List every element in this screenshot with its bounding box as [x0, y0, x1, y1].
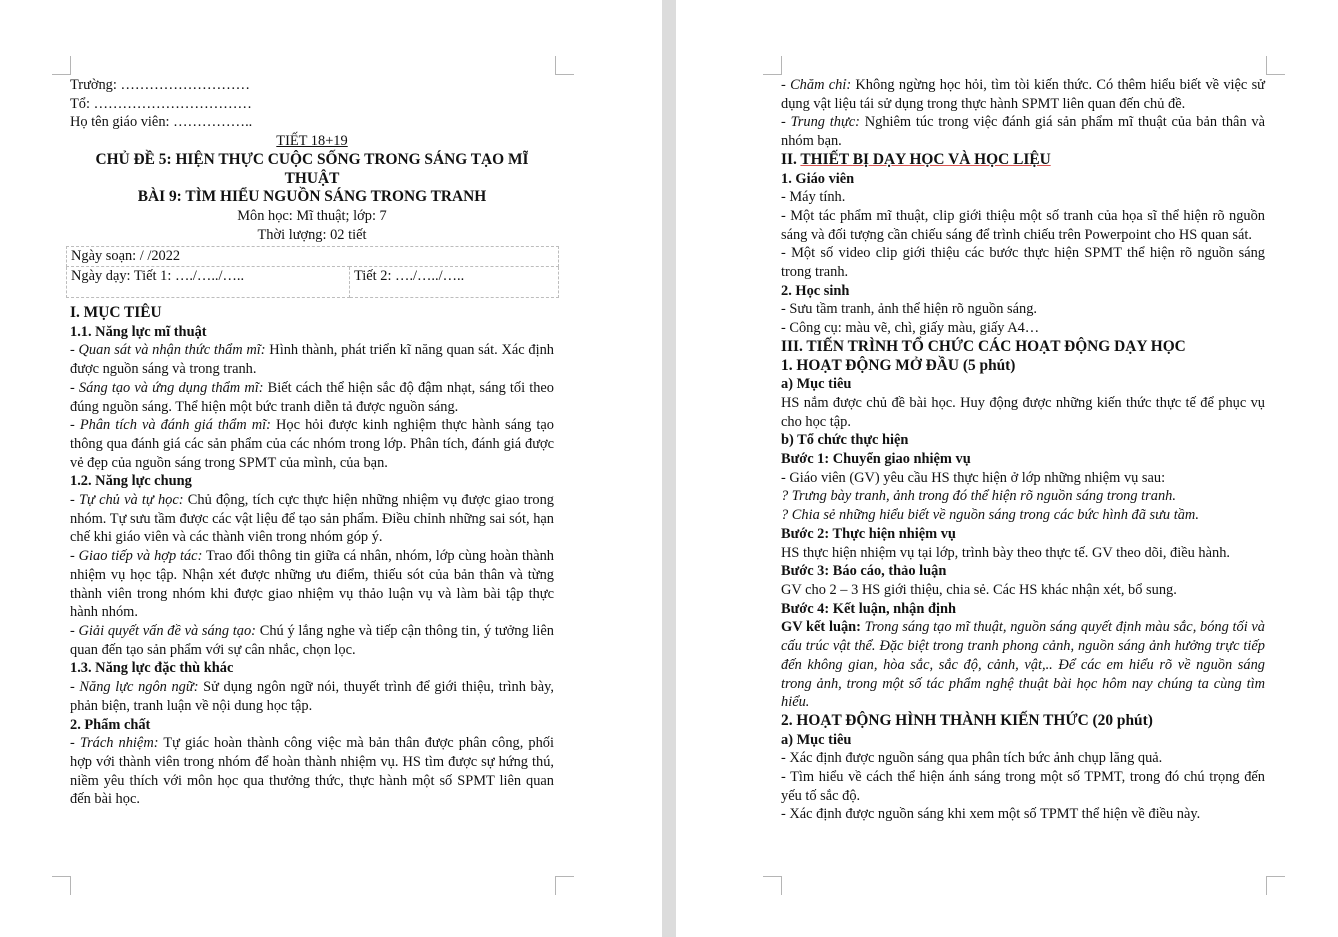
paragraph: - Trách nhiệm: Tự giác hoàn thành công việc mà bản thân được phân công, phối hợp với thành viên trong nhóm để hoàn thành nhiệm vụ. HS tìm được sự hứng thú, niềm yêu thích với môn học qua thưởng thức, thực hành một số SPMT liên quan đến bài học. — [70, 735, 554, 808]
page-2-text[interactable] — [781, 76, 1265, 824]
paragraph: - Sáng tạo và ứng dụng thẩm mĩ: Biết cách thể hiện sắc độ đậm nhạt, sáng tối theo đúng nguồn sáng. Thể hiện một bức tranh diễn tả được nguồn sáng. — [70, 379, 555, 415]
heading-objective: a) Mục tiêu — [781, 376, 852, 393]
paragraph: - Chăm chỉ: Không ngừng học hỏi, tìm tòi kiến thức. Có thêm hiểu biết về việc sử dụng vật liệu tái sử dụng trong thực hành SPMT liên quan đến chủ đề. — [781, 77, 1265, 112]
paragraph: HS nắm được chủ đề bài học. Huy động được những kiến thức thực tế để phục vụ cho học tập. — [781, 394, 1265, 430]
paragraph: - Giáo viên (GV) yêu cầu HS thực hiện ở lớp những nhiệm vụ sau: — [781, 469, 1166, 486]
document-page-1 — [0, 0, 662, 937]
paragraph: - Một số video clip giới thiệu các bước thực hiện SPMT thể hiện rõ nguồn sáng trong tranh. — [781, 245, 1265, 281]
paragraph: - Giao tiếp và hợp tác: Trao đổi thông tin giữa cá nhân, nhóm, lớp cùng hoàn thành nhiệm vụ học tập. Nhận xét được những ưu điểm, thiếu sót của bản thân và từng thành viên trong nhóm khi được giao nhiệm vụ thảo luận vụ và làm bài tập thực hành nhóm. — [70, 548, 554, 621]
page-gap — [662, 0, 676, 937]
paragraph: - Trung thực: Nghiêm túc trong việc đánh giá sản phẩm mĩ thuật của bản thân và nhóm bạn. — [781, 114, 1266, 150]
margin-mark — [555, 876, 574, 895]
margin-mark — [763, 56, 782, 75]
section-objectives: I. MỤC TIÊU — [70, 304, 162, 322]
teach-date-1: Ngày dạy: Tiết 1: …./…../….. — [67, 267, 350, 298]
lesson-title: BÀI 9: TÌM HIỂU NGUỒN SÁNG TRONG TRANH — [137, 188, 487, 206]
paragraph: - Quan sát và nhận thức thẩm mĩ: Hình thành, phát triển kĩ năng quan sát. Xác định được nguồn sáng và trong tranh. — [70, 342, 554, 378]
heading-specific-competence: 1.3. Năng lực đặc thù khác — [70, 660, 234, 677]
question-1: ? Trưng bày tranh, ảnh trong đó thể hiện rõ nguồn sáng trong tranh. — [781, 488, 1176, 505]
paragraph: HS thực hiện nhiệm vụ tại lớp, trình bày theo thực tế. GV theo dõi, điều hành. — [781, 544, 1230, 561]
page-1-text[interactable] — [70, 76, 554, 809]
margin-mark — [763, 876, 782, 895]
heading-step-4: Bước 4: Kết luận, nhận định — [781, 600, 956, 617]
section-process: III. TIẾN TRÌNH TỔ CHỨC CÁC HOẠT ĐỘNG DẠY HỌC — [781, 337, 1186, 355]
margin-mark — [52, 56, 71, 75]
paragraph: - Tự chủ và tự học: Chủ động, tích cực thực hiện những nhiệm vụ được giao trong nhóm. Tự sưu tầm được các vật liệu để tạo sản phẩm. Điều chỉnh những sai sót, hạn chế khi giáo viên và các thành viên trong nhóm góp ý. — [70, 492, 554, 546]
document-page-2 — [676, 0, 1338, 937]
paragraph: - Công cụ: màu vẽ, chì, giấy màu, giấy A4… — [781, 320, 1040, 337]
heading-teacher: 1. Giáo viên — [781, 170, 855, 187]
paragraph: - Giải quyết vấn đề và sáng tạo: Chú ý lắng nghe và tiếp cận thông tin, ý tưởng liên quan đến tạo sản phẩm với sự cân nhắc, chọn lọc. — [70, 622, 554, 658]
heading-art-competence: 1.1. Năng lực mĩ thuật — [70, 323, 207, 340]
subject-line: Môn học: Mĩ thuật; lớp: 7 — [237, 207, 387, 224]
paragraph: - Xác định được nguồn sáng khi xem một số TPMT thể hiện về điều này. — [781, 806, 1201, 823]
paragraph: - Sưu tầm tranh, ảnh thể hiện rõ nguồn sáng. — [781, 301, 1037, 318]
teach-date-2: Tiết 2: …./…../….. — [350, 267, 559, 298]
heading-step-2: Bước 2: Thực hiện nhiệm vụ — [781, 525, 956, 542]
school-line: Trường: ……………………… — [70, 77, 250, 93]
heading-activity-2: 2. HOẠT ĐỘNG HÌNH THÀNH KIẾN THỨC (20 phút) — [781, 711, 1153, 729]
topic-title-1: CHỦ ĐỀ 5: HIỆN THỰC CUỘC SỐNG TRONG SÁNG TẠO MĨ — [95, 150, 529, 168]
question-2: ? Chia sẻ những hiểu biết về nguồn sáng trong các bức hình đã sưu tầm. — [781, 507, 1199, 524]
period-title: TIẾT 18+19 — [276, 133, 348, 150]
dates-table — [66, 246, 559, 298]
paragraph: - Năng lực ngôn ngữ: Sử dụng ngôn ngữ nói, thuyết trình để giới thiệu, trình bày, phản biện, tranh luận về nội dung học tập. — [70, 679, 554, 714]
margin-mark — [1266, 56, 1285, 75]
heading-objective: a) Mục tiêu — [781, 731, 852, 748]
section-equipment: II. THIẾT BỊ DẠY HỌC VÀ HỌC LIỆU — [781, 150, 1051, 168]
paragraph: - Phân tích và đánh giá thẩm mĩ: Học hỏi được kinh nghiệm thực hành sáng tạo thông qua đánh giá các sản phẩm của các nhóm trong lớp. Phân tích, đánh giá được vẻ đẹp của nguồn sáng trong SPMT của mình, của bạn. — [70, 417, 554, 471]
heading-step-1: Bước 1: Chuyển giao nhiệm vụ — [781, 451, 971, 468]
teacher-line: Họ tên giáo viên: …………….. — [70, 114, 253, 131]
margin-mark — [1266, 876, 1285, 895]
margin-mark — [52, 876, 71, 895]
heading-students: 2. Học sinh — [781, 282, 850, 299]
group-line: Tổ: …………………………… — [70, 95, 252, 112]
paragraph: - Một tác phẩm mĩ thuật, clip giới thiệu một số tranh của họa sĩ thể hiện rõ nguồn sáng và đối tượng cần chiếu sáng để trình chiếu trên Powerpoint cho HS quan sát. — [781, 207, 1265, 243]
heading-organization: b) Tổ chức thực hiện — [781, 432, 909, 449]
duration-line: Thời lượng: 02 tiết — [257, 226, 367, 243]
heading-activity-1: 1. HOẠT ĐỘNG MỞ ĐẦU (5 phút) — [781, 356, 1016, 374]
paragraph: - Tìm hiểu về cách thể hiện ánh sáng trong một số TPMT, trong đó chú trọng đến yếu tố sắc độ. — [781, 769, 1265, 804]
paragraph-conclusion: GV kết luận: Trong sáng tạo mĩ thuật, nguồn sáng quyết định màu sắc, bóng tối và cấu trúc vật thể. Đặc biệt trong tranh phong cảnh, nguồn sáng ảnh hưởng trực tiếp đến không gian, hòa sắc, sắc độ, cảnh, vật,.. Để các em hiểu rõ về nguồn sáng trong ảnh, trong một số tác phẩm nghệ thuật bài học hôm nay chúng ta cùng tìm hiểu. — [781, 619, 1265, 711]
heading-general-competence: 1.2. Năng lực chung — [70, 473, 192, 490]
paragraph: - Máy tính. — [781, 189, 846, 206]
paragraph: - Xác định được nguồn sáng qua phân tích bức ảnh chụp lăng quả. — [781, 750, 1163, 767]
paragraph: GV cho 2 – 3 HS giới thiệu, chia sẻ. Các HS khác nhận xét, bổ sung. — [781, 581, 1177, 598]
topic-title-2: THUẬT — [284, 169, 340, 187]
heading-qualities: 2. Phẩm chất — [70, 716, 151, 733]
heading-step-3: Bước 3: Báo cáo, thảo luận — [781, 563, 947, 580]
prep-date: Ngày soạn: / /2022 — [67, 247, 559, 267]
margin-mark — [555, 56, 574, 75]
